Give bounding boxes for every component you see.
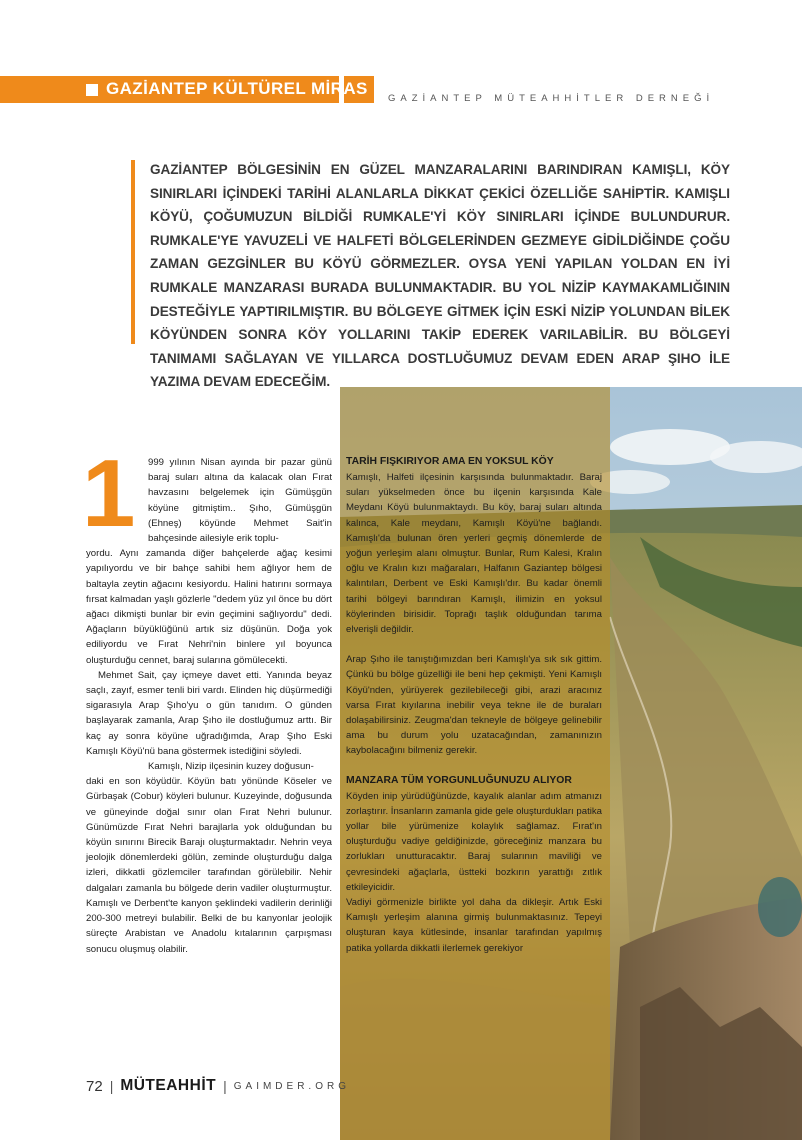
article-right-column [346,455,602,971]
left-paragraph-1: yordu. Aynı zamanda diğer bahçelerde ağaç kesimi yapılıyordu ve bir bahçe sahibi hem ağlıyor hem de baltayla zeytin ağacını kesiyordu. Halini hatırını sormaya fırsat kalmadan yaşlı gözlerle "dedem yüz yıl önce bu dört ağacı dikmişti bunlar bir evin geçimini sağlıyordu" dedi. Ağaçların büyüklüğünü artık siz düşünün. Doğa yok ediliyordu ve Fırat Nehri'nin binlere yıl boyunca oluşturduğu cennet, baraj sularına gömülecekti. [86,548,332,666]
subheading-tarih: TARİH FIŞKIRIYOR AMA EN YOKSUL KÖY [346,456,554,467]
left-paragraph-2: Mehmet Sait, çay içmeye davet etti. Yanında beyaz saçlı, zayıf, esmer tenli biri vardı. Elinden hiç düşürmediği sigarasıyla Arap Şıho'yu o gün tanıdım. O günden başlayarak zamanla, Arap Şıho ile dostluğumuz arttı. Bir kaç ay sonra köyüne uğradığımda, Arap Şıho Eski Kamışlı Köyü'nü bana göstermek istediğini söyledi. [86,669,332,757]
intro-accent-rule [131,160,135,344]
right-paragraph-3: Köyden inip yürüdüğünüzde, kayalık alanlar adım atmanızı zorlaştırır. İnsanların zamanla gide gele oluşturdukları patika yollar bile yürümenize kolaylık sağlamaz. Fırat'ın oluşturduğu vadiye geldiğinizde, göreceğiniz manzara bu zorlukları unutturacaktır. Baraj sularının maviliği ve çevresindeki ağaçlarla, üstteki bozkırın yarattığı zıtlık etkileyicidir. [346,790,602,893]
page-footer [86,1076,350,1096]
association-name: GAZİANTEP MÜTEAHHİTLER DERNEĞİ [388,93,715,104]
subheading-manzara: MANZARA TÜM YORGUNLUĞUNUZU ALIYOR [346,774,572,786]
footer-separator-2: | [223,1078,227,1094]
article-left-column [86,455,332,957]
website-link[interactable]: GAIMDER.ORG [233,1080,350,1092]
footer-separator: | [109,1078,114,1094]
left-paragraph-3-lead: Kamışlı, Nizip ilçesinin kuzey doğusun- [148,761,314,773]
page-number: 72 [86,1077,103,1095]
right-paragraph-4: Vadiyi görmenizle birlikte yol daha da dikleşir. Artık Eski Kamışlı yerleşim alanına girmiş bulunmaktasınız. Tepeyi oluşturan kaya kütlesinde, insanlar tarafından yapılmış patika yollarda dikkatli ilerlemek gerekiyor [346,897,602,954]
square-bullet-icon [86,84,98,96]
section-title: GAZİANTEP KÜLTÜREL MİRAS [106,79,368,98]
left-paragraph-1-lead: 999 yılının Nisan ayında bir pazar günü baraj suları altına da kalacak olan Fırat havzasını belgelemek için Gümüşgün köyüne gitmiştim.. Şıho, Gümüşgün (Ehneş) köyünde Mehmet Sait'in bahçesinde ailesiyle erik toplu- [148,457,332,545]
right-paragraph-1: Kamışlı, Halfeti ilçesinin karşısında bulunmaktadır. Baraj suları yükselmeden önce bu ilçenin karşısında Kale Meydanı Köyü bulunmaktaydı. Bu köy, baraj suları altında kalınca, Kale meydanı, Kamışlı Köyü'ne bağlandı. Kamışlı'da bulunan ören yerleri geçmiş dönemlerde de yoğun yerleşim alanı olmuştur. Bunlar, Rum Kalesi, Kralın oğlu ve Kralın kızı mağaraları, Halfanın Gaziantep bölgesi kalıntıları, Derbent ve Eski Kamışlı'dır. Bu kadar önemli tarihi bölgeyi barındıran Kamışlı, ilimizin en yoksul köylerinden birisidir. Toprağı taşlık olduğundan tarıma elverişli değildir. [346,472,602,636]
drop-cap: 1 [82,440,136,547]
left-paragraph-3: daki en son köyüdür. Köyün batı yönünde Köseler ve Gürbaşak (Cobur) köyleri bulunur. Kuzeyinde, doğusunda ve güneyinde doğal sınır olan Fırat Nehri bulunur. Günümüzde Fırat Nehri barajlarla yok olduğundan bu köyün sınırını Birecik Barajı oluşturmaktadır. Nehrin veya jeolojik dönemlerdeki gölün, zeminde oluşturduğu dalga izleri, dikkatli gözlemciler tarafından görülebilir. Nehir dalgaları zamanla bu bölgede derin vadiler oluşturmuştur. Kamışlı ve Derbent'te kanyon şeklindeki vadilerin derinliği 200-300 metreyi bulabilir. Belki de bu kanyonlar jeolojik süreçte Arabistan ve Anadolu kıtalarının çarpışması sonucu oluşmuş olabilir. [86,776,332,955]
magazine-logo: MÜTEAHHİT [120,1077,217,1094]
intro-paragraph: GAZİANTEP BÖLGESİNİN EN GÜZEL MANZARALARINI BARINDIRAN KAMIŞLI, KÖY SINIRLARI İÇİNDEKİ TARİHİ ALANLARLA DİKKAT ÇEKİCİ ÖZELLİĞE SAHİPTİR. KAMIŞLI KÖYÜ, ÇOĞUMUZUN BİLDİĞİ RUMKALE'Yİ KÖY SINIRLARI İÇİNDE BULUNDURUR. RUMKALE'YE YAVUZELİ VE HALFETİ BÖLGELERİNDEN GEZMEYE GİDİLDİĞİNDE ÇOĞU ZAMAN GEZGİNLER BU KÖYÜ GÖRMEZLER. OYSA YENİ YAPILAN YOLDAN EN İYİ RUMKALE MANZARASI BURADA BULUNMAKTADIR. BU YOL NİZİP KAYMAKAMLIĞININ DESTEĞİYLE YAPTIRILMIŞTIR. BU BÖLGEYE GİTMEK İÇİN ESKİ NİZİP YOLUNDAN BİLEK KÖYÜNDEN SONRA KÖY YOLLARINI TAKİP EDEREK VARILABİLİR. BU BÖLGEYİ TANIMAMI SAĞLAYAN VE YILLARCA DOSTLUĞUMUZ DEVAM EDEN ARAP ŞIHO İLE YAZIMA DEVAM EDECEĞİM. [150,162,730,390]
right-paragraph-2: Arap Şıho ile tanıştığımızdan beri Kamışlı'ya sık sık gittim. Çünkü bu bölge güzelliği ile beni hep çekmişti. Yeni Kamışlı Köyü'nden, yürüyerek gezilebileceği gibi, arazi aracınız varsa Fırat kıyılarına inebilir veya tekne ile de buraları dolaşabilirsiniz. Zeugma'dan tekneyle de bölgeye gelinebilir ama bu durum yolu uzatacağından, zamanınızın kaybolacağını bilmeniz gerekir. [346,654,602,757]
